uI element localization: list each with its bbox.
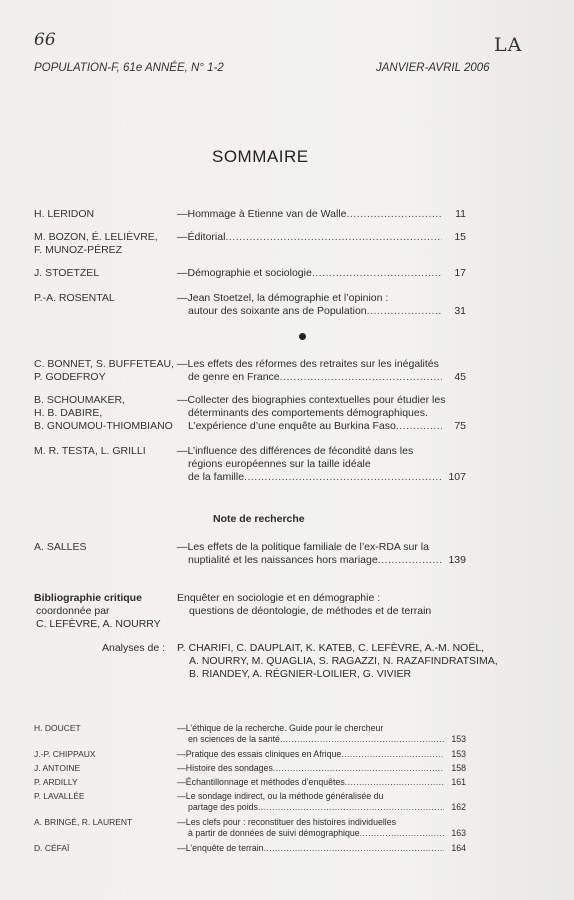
toc-page-number: 45: [454, 371, 466, 383]
review-entry: [177, 723, 466, 745]
review-page-number: 162: [451, 802, 466, 812]
leader-dots: [341, 749, 444, 760]
biblio-coord-authors: C. LEFÈVRE, A. NOURRY: [36, 618, 161, 630]
handwritten-initials: LA: [494, 34, 523, 56]
review-authors: A. BRINGÉ, R. LAURENT: [34, 817, 133, 827]
analyses-line: B. RIANDEY, A. RÉGNIER-LOILIER, G. VIVIER: [189, 668, 412, 680]
toc-page-number: 107: [448, 471, 466, 483]
leader-dots: [360, 828, 444, 839]
toc-entry: [177, 358, 466, 384]
biblio-heading: Bibliographie critique: [34, 592, 142, 604]
toc-title-line: —Hommage à Etienne van de Walle: [177, 208, 347, 220]
journal-header-left: POPULATION-F, 61e ANNÉE, N° 1-2: [34, 62, 224, 74]
review-entry: [177, 843, 466, 854]
toc-page-number: 11: [455, 208, 466, 220]
note-heading: Note de recherche: [213, 513, 305, 525]
review-title-line: en sciences de la santé: [188, 734, 280, 744]
leader-dots: [225, 231, 442, 244]
review-title-line: —Pratique des essais cliniques en Afrique: [177, 749, 342, 759]
toc-title-line: —Collecter des biographies contextuelles pour étudier les: [177, 394, 446, 406]
leader-dots: [273, 763, 444, 774]
toc-authors: H. LERIDON: [34, 208, 95, 220]
review-authors: P. LAVALLÉE: [34, 791, 85, 801]
review-page-number: 163: [451, 828, 466, 838]
toc-title-line: —Éditorial: [177, 231, 226, 243]
toc-page-number: 17: [454, 267, 466, 279]
toc-title-line: déterminants des comportements démographiques.: [188, 407, 428, 419]
leader-dots: [312, 267, 442, 280]
toc-page-number: 31: [454, 305, 466, 317]
toc-authors: J. STOETZEL: [34, 267, 100, 279]
review-page-number: 158: [451, 763, 466, 773]
note-page: 139: [448, 554, 466, 566]
analyses-line: P. CHARIFI, C. DAUPLAIT, K. KATEB, C. LEFÈVRE, A.-M. NOËL,: [177, 642, 485, 654]
note-entry: [177, 541, 466, 567]
note-line: —Les effets de la politique familiale de l’ex-RDA sur la: [177, 541, 429, 553]
review-title-line: —Les clefs pour : reconstituer des histoires individuelles: [177, 817, 397, 827]
toc-title-line: —Démographie et sociologie: [177, 267, 312, 279]
toc-entry: [177, 208, 466, 221]
toc-title-line: —Les effets des réformes des retraites sur les inégalités: [177, 358, 439, 370]
leader-dots: [280, 371, 442, 384]
review-authors: J.-P. CHIPPAUX: [34, 749, 96, 759]
review-entry: [177, 777, 466, 788]
toc-entry: [177, 445, 466, 484]
review-title-line: partage des poids: [188, 802, 258, 812]
toc-authors: P.-A. ROSENTAL: [34, 292, 115, 304]
review-entry: [177, 817, 466, 839]
toc-entry: [177, 267, 466, 280]
leader-dots: [396, 420, 442, 433]
toc-authors: B. SCHOUMAKER, H. B. DABIRE, B. GNOUMOU-THIOMBIANO: [34, 394, 173, 432]
handwritten-page-number: 66: [34, 30, 56, 50]
journal-header-right: JANVIER-AVRIL 2006: [376, 62, 490, 74]
review-title-line: —Histoire des sondages: [177, 763, 273, 773]
note-line: nuptialité et les naissances hors mariage: [188, 554, 378, 566]
toc-title-line: autour des soixante ans de Population: [188, 305, 367, 317]
review-entry: [177, 763, 466, 774]
review-authors: J. ANTOINE: [34, 763, 81, 773]
review-title-line: —Le sondage indirect, ou la méthode généralisée du: [177, 791, 384, 801]
review-entry: [177, 791, 466, 813]
leader-dots: [280, 734, 444, 745]
toc-entry: [177, 231, 466, 244]
analyses-line: A. NOURRY, M. QUAGLIA, S. RAGAZZI, N. RAZAFINDRATSIMA,: [189, 655, 498, 667]
review-title-line: à partir de données de suivi démographique: [188, 828, 360, 838]
review-authors: H. DOUCET: [34, 723, 81, 733]
toc-title-line: —Jean Stoetzel, la démographie et l’opinion :: [177, 292, 389, 304]
toc-title-line: régions européennes sur la taille idéale: [188, 458, 371, 470]
leader-dots: [345, 777, 444, 788]
toc-page-number: 15: [454, 231, 466, 243]
toc-entry: [177, 394, 466, 433]
toc-page-number: 75: [454, 420, 466, 432]
toc-title-line: de genre en France: [188, 371, 280, 383]
review-authors: D. CÉFAÏ: [34, 843, 70, 853]
page-title: SOMMAIRE: [212, 147, 309, 166]
toc-entry: [177, 292, 466, 318]
review-page-number: 164: [451, 843, 466, 853]
review-title-line: —L’enquête de terrain: [177, 843, 264, 853]
review-entry: [177, 749, 466, 760]
toc-authors: M. BOZON, É. LELIÈVRE, F. MUNOZ-PÉREZ: [34, 231, 158, 256]
review-authors: P. ARDILLY: [34, 777, 78, 787]
toc-authors: M. R. TESTA, L. GRILLI: [34, 445, 146, 457]
review-title-line: —Échantillonnage et méthodes d’enquêtes: [177, 777, 345, 787]
toc-authors: C. BONNET, S. BUFFETEAU, P. GODEFROY: [34, 358, 175, 383]
toc-title-line: L’expérience d’une enquête au Burkina Faso: [188, 420, 396, 432]
biblio-subtitle: questions de déontologie, de méthodes et de terrain: [189, 605, 432, 617]
review-title-line: —L’éthique de la recherche. Guide pour le chercheur: [177, 723, 384, 733]
leader-dots: [346, 208, 442, 221]
toc-title-line: de la famille: [188, 471, 245, 483]
review-page-number: 161: [451, 777, 466, 787]
leader-dots: [367, 305, 442, 318]
leader-dots: [264, 843, 444, 854]
note-authors: A. SALLES: [34, 541, 87, 553]
toc-title-line: —L’influence des différences de fécondité dans les: [177, 445, 414, 457]
review-page-number: 153: [451, 734, 466, 744]
biblio-title: Enquêter en sociologie et en démographie :: [177, 592, 381, 604]
section-bullet: [299, 333, 306, 340]
review-page-number: 153: [451, 749, 466, 759]
leader-dots: [258, 802, 444, 813]
biblio-coord: coordonnée par: [36, 605, 110, 617]
analyses-label: Analyses de :: [102, 642, 166, 654]
leader-dots: [244, 471, 442, 484]
